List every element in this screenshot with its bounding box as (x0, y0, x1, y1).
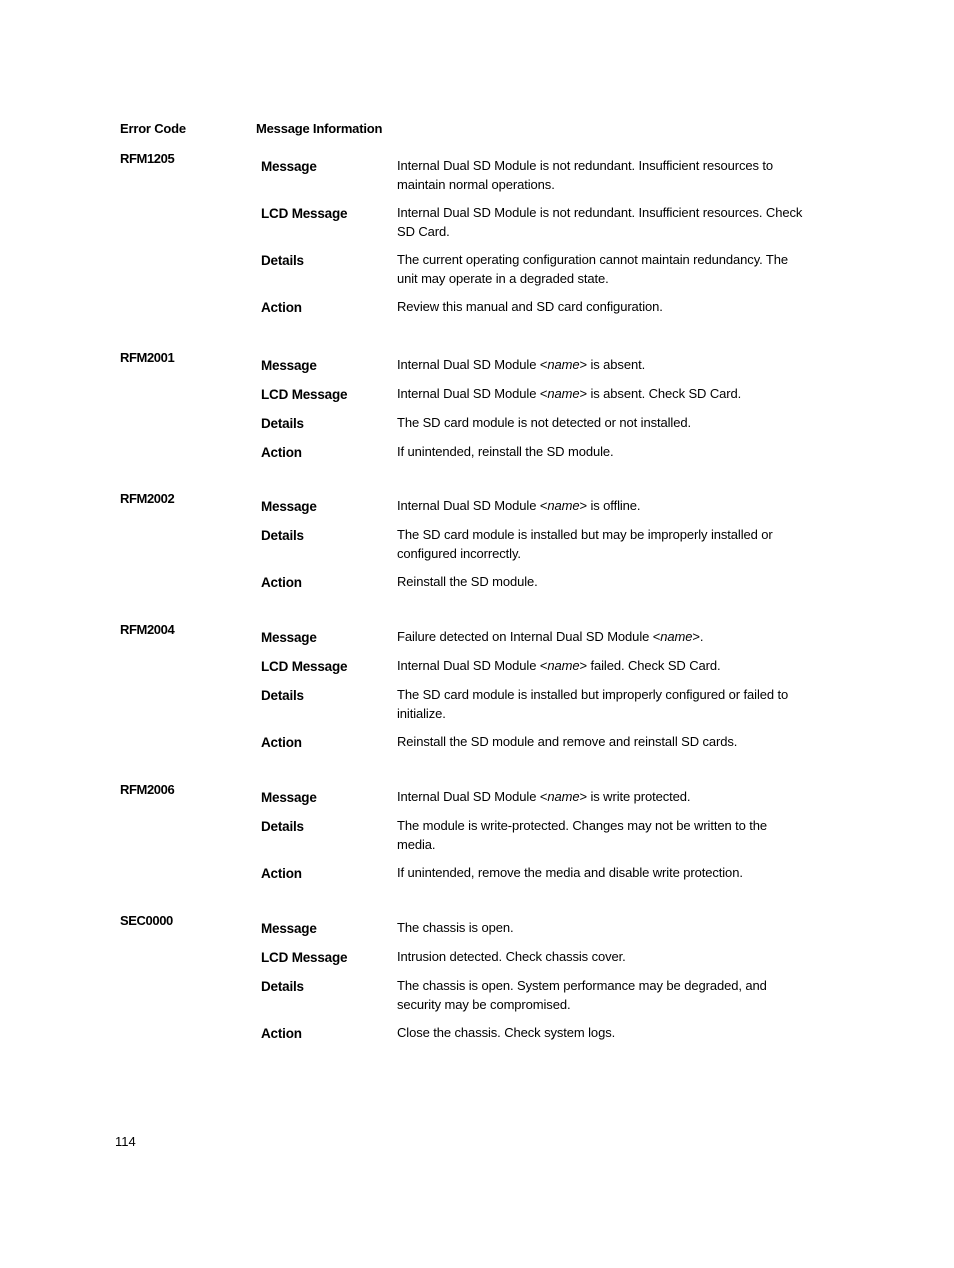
message-row (261, 918, 821, 938)
row-label: Details (261, 253, 304, 268)
error-code: RFM2004 (120, 622, 175, 637)
details-row (261, 250, 821, 288)
row-value: Internal Dual SD Module <name> is absent. Check SD Card. (397, 386, 742, 401)
row-value: Reinstall the SD module and remove and reinstall SD cards. (397, 734, 738, 749)
row-label: Details (261, 688, 304, 703)
variable-name: name (547, 498, 580, 513)
action-row (261, 1023, 821, 1043)
row-label: LCD Message (261, 659, 348, 674)
variable-name: name (547, 357, 580, 372)
row-label: Message (261, 159, 317, 174)
row-value: The SD card module is not detected or not installed. (397, 415, 691, 430)
row-value: If unintended, reinstall the SD module. (397, 444, 614, 459)
row-value: The current operating configuration cannot maintain redundancy. The unit may operate in a degraded state. (397, 252, 789, 286)
lcd-message-row (261, 656, 821, 676)
details-row (261, 413, 821, 433)
row-label: Action (261, 300, 302, 315)
lcd-message-row (261, 203, 821, 241)
row-label: Details (261, 979, 304, 994)
row-value: The SD card module is installed but improperly configured or failed to initialize. (397, 687, 789, 721)
row-label: LCD Message (261, 950, 348, 965)
row-value: Intrusion detected. Check chassis cover. (397, 949, 626, 964)
details-row (261, 685, 821, 723)
details-row (261, 525, 821, 563)
row-value: Internal Dual SD Module is not redundant. Insufficient resources to maintain normal operations. (397, 158, 774, 192)
row-label: Action (261, 735, 302, 750)
row-label: Action (261, 1026, 302, 1041)
row-value: The chassis is open. (397, 920, 514, 935)
row-value: The module is write-protected. Changes may not be written to the media. (397, 818, 768, 852)
page-number: 114 (115, 1134, 136, 1149)
variable-name: name (547, 386, 580, 401)
row-label: Details (261, 416, 304, 431)
row-value: Internal Dual SD Module <name> is absent. (397, 357, 646, 372)
variable-name: name (660, 629, 693, 644)
details-row (261, 976, 821, 1014)
variable-name: name (547, 789, 580, 804)
message-row (261, 627, 821, 647)
action-row (261, 863, 821, 883)
row-label: Message (261, 921, 317, 936)
row-value: The SD card module is installed but may be improperly installed or configured incorrectly. (397, 527, 773, 561)
row-value: Internal Dual SD Module <name> is offline. (397, 498, 641, 513)
error-code: RFM1205 (120, 151, 175, 166)
action-row (261, 442, 821, 462)
row-label: LCD Message (261, 387, 348, 402)
column-header-message-information: Message Information (256, 121, 383, 136)
row-label: Message (261, 790, 317, 805)
row-label: Action (261, 445, 302, 460)
lcd-message-row (261, 947, 821, 967)
row-label: Details (261, 819, 304, 834)
row-label: Details (261, 528, 304, 543)
row-label: Action (261, 575, 302, 590)
row-value: Close the chassis. Check system logs. (397, 1025, 616, 1040)
action-row (261, 297, 821, 317)
row-label: Message (261, 630, 317, 645)
row-label: Message (261, 499, 317, 514)
error-code: RFM2006 (120, 782, 175, 797)
action-row (261, 572, 821, 592)
row-value: Reinstall the SD module. (397, 574, 538, 589)
action-row (261, 732, 821, 752)
error-code: SEC0000 (120, 913, 173, 928)
row-value: The chassis is open. System performance may be degraded, and security may be compromised. (397, 978, 767, 1012)
row-value: Internal Dual SD Module <name> failed. Check SD Card. (397, 658, 721, 673)
row-label: Action (261, 866, 302, 881)
column-header-error-code: Error Code (120, 121, 186, 136)
message-row (261, 787, 821, 807)
lcd-message-row (261, 384, 821, 404)
details-row (261, 816, 821, 854)
row-label: Message (261, 358, 317, 373)
message-row (261, 355, 821, 375)
message-row (261, 496, 821, 516)
message-row (261, 156, 821, 194)
row-value: If unintended, remove the media and disable write protection. (397, 865, 743, 880)
error-code: RFM2001 (120, 350, 175, 365)
row-label: LCD Message (261, 206, 348, 221)
row-value: Failure detected on Internal Dual SD Module <name>. (397, 629, 704, 644)
row-value: Internal Dual SD Module <name> is write protected. (397, 789, 691, 804)
variable-name: name (547, 658, 580, 673)
row-value: Review this manual and SD card configuration. (397, 299, 663, 314)
error-code: RFM2002 (120, 491, 175, 506)
row-value: Internal Dual SD Module is not redundant. Insufficient resources. Check SD Card. (397, 205, 803, 239)
